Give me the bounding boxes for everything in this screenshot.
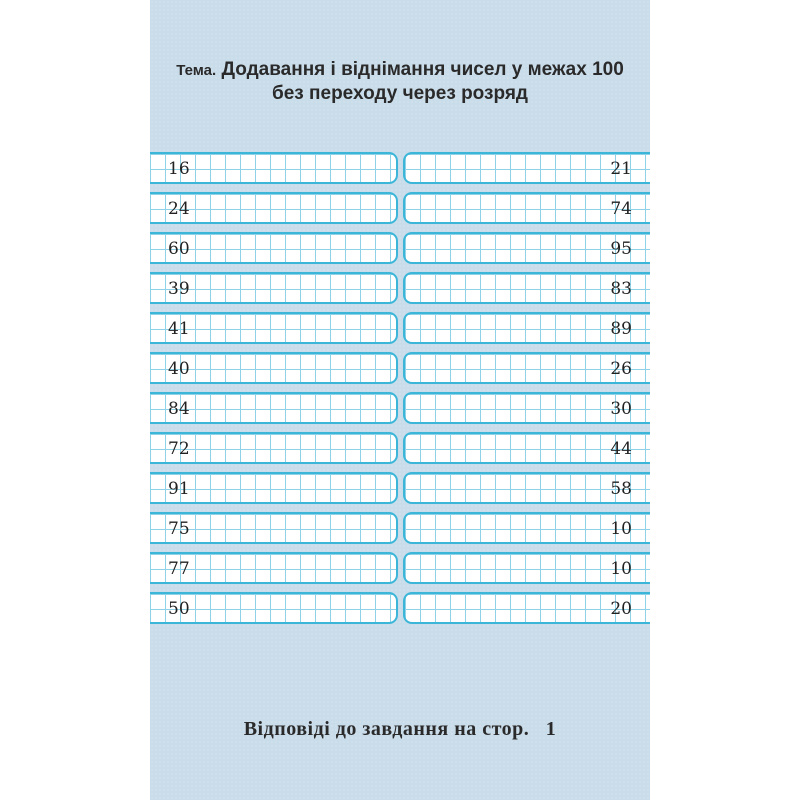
- left-answer-cell: [150, 512, 398, 544]
- left-answer-number: 60: [168, 239, 190, 259]
- left-answer-number: 84: [168, 399, 190, 419]
- right-answer-cell: [403, 272, 650, 304]
- right-answer-cell: [403, 392, 650, 424]
- right-answer-number: 26: [610, 359, 632, 379]
- right-answer-number: 10: [610, 519, 632, 539]
- left-answer-cell: [150, 232, 398, 264]
- right-answer-cell: [403, 152, 650, 184]
- topic-line-2: без переходу через розряд: [272, 83, 528, 104]
- topic-line-1: Додавання і віднімання чисел у межах 100: [221, 59, 624, 80]
- left-answer-number: 16: [168, 159, 190, 179]
- right-answer-number: 30: [610, 399, 632, 419]
- left-answer-number: 39: [168, 279, 190, 299]
- left-answer-cell: [150, 392, 398, 424]
- left-answer-number: 40: [168, 359, 190, 379]
- left-answer-cell: [150, 272, 398, 304]
- left-answer-number: 77: [168, 559, 190, 579]
- right-answer-number: 21: [610, 159, 632, 179]
- left-answer-cell: [150, 192, 398, 224]
- left-answer-number: 75: [168, 519, 190, 539]
- right-answer-cell: [403, 592, 650, 624]
- left-answer-cell: [150, 552, 398, 584]
- left-answer-cell: [150, 312, 398, 344]
- answer-row: [150, 552, 650, 584]
- left-answer-number: 50: [168, 599, 190, 619]
- answer-row: [150, 392, 650, 424]
- footer-caption: [150, 718, 650, 741]
- left-answer-number: 24: [168, 199, 190, 219]
- right-answer-number: 95: [610, 239, 632, 259]
- topic-title: [150, 58, 650, 105]
- footer-page-number: 1: [545, 718, 557, 740]
- right-answer-cell: [403, 192, 650, 224]
- left-answer-number: 91: [168, 479, 190, 499]
- left-answer-cell: [150, 432, 398, 464]
- answer-row: [150, 312, 650, 344]
- right-answer-cell: [403, 552, 650, 584]
- right-answer-number: 83: [610, 279, 632, 299]
- left-answer-number: 41: [168, 319, 190, 339]
- right-answer-cell: [403, 512, 650, 544]
- left-answer-number: 72: [168, 439, 190, 459]
- right-answer-number: 10: [610, 559, 632, 579]
- answer-row: [150, 472, 650, 504]
- right-answer-number: 89: [610, 319, 632, 339]
- right-answer-number: 44: [610, 439, 632, 459]
- topic-prefix: Тема.: [176, 62, 217, 79]
- left-answer-cell: [150, 152, 398, 184]
- right-answer-number: 20: [610, 599, 632, 619]
- right-answer-cell: [403, 312, 650, 344]
- right-answer-cell: [403, 472, 650, 504]
- answer-row: [150, 512, 650, 544]
- right-answer-cell: [403, 232, 650, 264]
- answer-row: [150, 352, 650, 384]
- right-answer-number: 74: [610, 199, 632, 219]
- left-answer-cell: [150, 352, 398, 384]
- left-answer-cell: [150, 592, 398, 624]
- answer-card: [150, 0, 650, 800]
- right-answer-cell: [403, 432, 650, 464]
- right-answer-number: 58: [610, 479, 632, 499]
- answer-row: [150, 272, 650, 304]
- answer-row: [150, 432, 650, 464]
- answer-row: [150, 592, 650, 624]
- right-answer-cell: [403, 352, 650, 384]
- answer-row: [150, 152, 650, 184]
- footer-text: Відповіді до завдання на стор.: [243, 718, 530, 740]
- left-answer-cell: [150, 472, 398, 504]
- answer-row: [150, 192, 650, 224]
- answer-row: [150, 232, 650, 264]
